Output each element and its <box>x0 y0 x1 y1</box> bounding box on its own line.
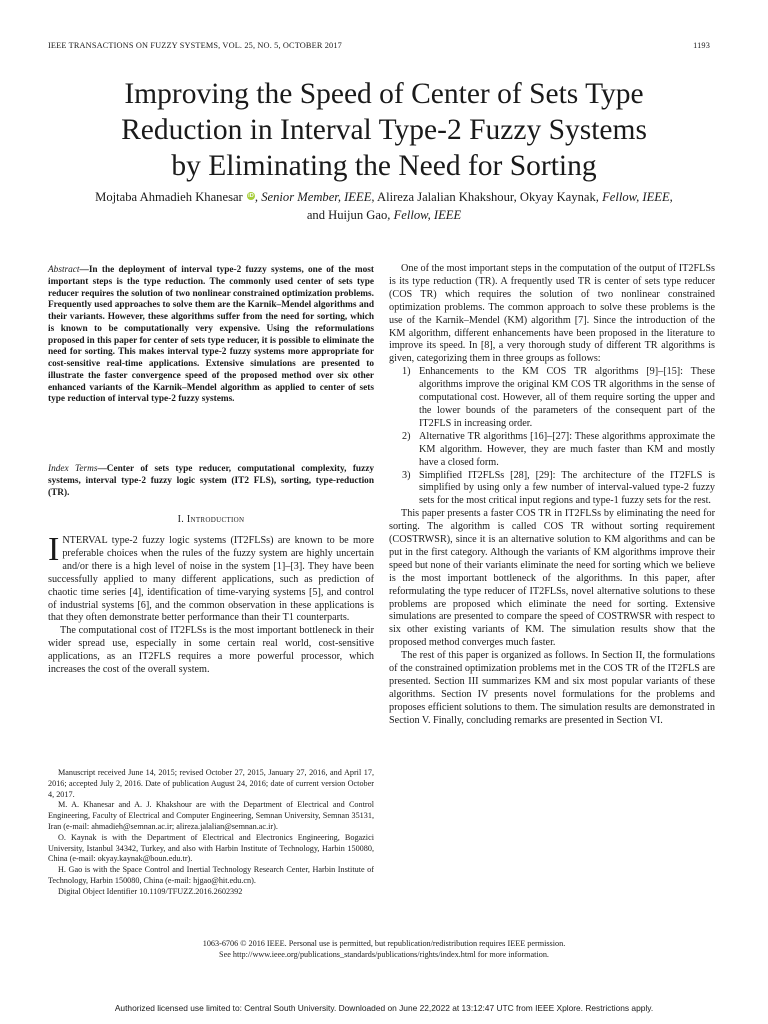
abstract-label: Abstract <box>48 265 80 275</box>
paper-title <box>40 76 728 184</box>
abstract-text: —In the deployment of interval type-2 fuzzy systems, one of the most important steps is the type reduction. The commonly used center of sets type reducer requires the solution of two nonlinear constrained optimization problems. Frequently used approaches to solve them are the Karnik–Mendel algorithms and their variants. However, these algorithms suffer from the need for sorting, which is known to be computationally very expensive. Using the reformulations proposed in this paper for center of sets type reducer, it is possible to eliminate the need for sorting. This makes interval type-2 fuzzy systems more appropriate for cost-sensitive real-time applications. Extensive simulations are presented to illustrate the faster convergence speed of the proposed method over six other enhanced variants of the Karnik–Mendel algorithm as applied to center of sets type reduction of interval type-2 fuzzy systems. <box>48 265 374 405</box>
running-header: IEEE TRANSACTIONS ON FUZZY SYSTEMS, VOL. 25, NO. 5, OCTOBER 2017 <box>48 41 342 50</box>
authorized-use-notice: Authorized licensed use limited to: Central South University. Downloaded on June 22,2022 at 13:12:47 UTC from IEEE Xplore. Restrictions apply. <box>114 1003 654 1013</box>
intro-paragraph <box>48 531 374 625</box>
right-column <box>389 263 715 728</box>
footnote: O. Kaynak is with the Department of Electrical and Electronics Engineering, Bogazici University, Istanbul 34342, Turkey, and also with Harbin Institute of Technology, Harbin 150080, China (e-mail: okyay.kaynak@boun.edu.tr). <box>48 832 374 864</box>
list-item <box>389 366 715 431</box>
section-title: Introduction <box>186 514 245 525</box>
body-paragraph: The rest of this paper is organized as follows. In Section II, the formulations of the constrained optimization problems met in the COS TR of the IT2FLS are presented. Section III summarizes KM and six most popular variants of these algorithms. Section IV presents novel formulations for the problems and proposes efficient solutions to them. The simulation results are demonstrated in Section V. Finally, concluding remarks are presented in Section VI. <box>389 650 715 726</box>
intro-text: NTERVAL type-2 fuzzy logic systems (IT2FLSs) are known to be more preferable choices when the rules of the fuzzy system are highly uncertain and/or there is a high level of noise in the system [1]–[3]. They have been successfully applied to many different applications, such as prediction of chaotic time series [4], identification of time-varying systems [5], and control of industrial systems [6], and the common observation in these applications is that they often demonstrate better performance than their T1 counterparts. <box>48 535 374 624</box>
intro-paragraph: The computational cost of IT2FLSs is the most important bottleneck in their wider spread use, especially in some certain real world, cost-sensitive applications, as an IT2FLS requires a more powerful processor, which increases the cost of the overall system. <box>48 625 374 676</box>
list-item <box>389 431 715 470</box>
title-line: by Eliminating the Need for Sorting <box>171 150 597 182</box>
copyright-line: 1063-6706 © 2016 IEEE. Personal use is permitted, but republication/redistribution requires IEEE permission. <box>202 939 566 948</box>
footnote: Manuscript received June 14, 2015; revised October 27, 2015, January 27, 2016, and April 17, 2016; accepted July 2, 2016. Date of publication August 24, 2016; date of current version October 4, 2017. <box>48 768 374 799</box>
category-list <box>389 366 715 508</box>
orcid-icon[interactable]: iD <box>248 193 254 199</box>
author-role: , Senior Member, IEEE <box>254 190 372 204</box>
footnotes <box>48 768 374 898</box>
author-list <box>30 188 738 224</box>
drop-cap: I <box>48 531 60 568</box>
index-terms-text: —Center of sets type reducer, computational complexity, fuzzy systems, interval type-2 fuzzy logic system (IT2 FLS), sorting, type-reduction (TR). <box>48 464 374 498</box>
section-heading <box>48 514 374 525</box>
author-name: and Huijun Gao <box>306 208 388 222</box>
body-paragraph: This paper presents a faster COS TR in IT2FLSs by eliminating the need for sorting. The algorithm is called COS TR without sorting requirement (COSTRWSR), since it is an alternative solution to KM algorithms and can be put in the first category. Although the variants of KM algorithms improve their speed but none of their variants eliminate the need for sorting which we believe is the most important bottleneck of the algorithms. In this paper, after reformulating the type reducer of IT2FLSs, novel alternative solutions to these problems are proposed which eliminate the need for sorting. Extensive simulations are presented to compare the speed of COSTRWSR with respect to six other existing variants of KM. The simulation results show that the proposed method converges much faster. <box>389 508 715 649</box>
list-text: Alternative TR algorithms [16]–[27]: These algorithms approximate the KM algorithm. However, they are much faster than KM and mostly have a closed form. <box>419 430 715 468</box>
index-terms-label: Index Terms <box>48 464 98 474</box>
section-numeral: I. <box>177 514 187 525</box>
list-number: 2) <box>402 430 411 442</box>
introduction <box>48 531 374 677</box>
title-line: Improving the Speed of Center of Sets Type <box>124 78 644 110</box>
copyright-footer <box>40 938 728 960</box>
footnote: Digital Object Identifier 10.1109/TFUZZ.2016.2602392 <box>58 886 243 896</box>
list-number: 1) <box>402 366 411 378</box>
list-text: Enhancements to the KM COS TR algorithms [9]–[15]: These algorithms improve the original KM COS TR algorithms in the sense of computational cost. However, all of them require sorting the upper and the lower bounds of the parameters of the consequent part of the IT2FLS in increasing order. <box>419 366 715 429</box>
list-number: 3) <box>402 469 411 481</box>
author-name: , Alireza Jalalian Khakshour, Okyay Kaynak <box>371 190 596 204</box>
index-terms <box>48 464 374 499</box>
footnote: M. A. Khanesar and A. J. Khakshour are with the Department of Electrical and Control Engineering, Faculty of Electrical and Computer Engineering, Semnan University, Semnan 35131, Iran (e-mail: ahmadieh@semnan.ac.ir; alireza.jalalian@semnan.ac.ir). <box>48 800 374 831</box>
footnote: H. Gao is with the Space Control and Inertial Technology Research Center, Harbin Institute of Technology, Harbin 150080, China (e-mail: hjgao@hit.edu.cn). <box>48 865 374 885</box>
abstract <box>48 265 374 406</box>
rights-link[interactable]: See http://www.ieee.org/publications_standards/publications/rights/index.html for more information. <box>219 950 549 959</box>
body-paragraph: One of the most important steps in the computation of the output of IT2FLSs is its type reduction (TR). A frequently used TR is center of sets type reducer (COS TR) which requires the solution of two nonlinear constrained optimization problems. The common approach to solve these problems is the use of the Karnik–Mendel (KM) algorithm [7]. Since the introduction of the KM algorithm, different enhancements have been proposed in the literature to improve its speed. In [8], a very thorough study of different TR algorithms is given, categorizing them in three groups as follows: <box>389 263 715 365</box>
author-name: Mojtaba Ahmadieh Khanesar <box>95 190 243 204</box>
list-item <box>389 470 715 509</box>
page-number: 1193 <box>693 41 710 50</box>
author-role: , Fellow, IEEE <box>387 208 462 222</box>
title-line: Reduction in Interval Type-2 Fuzzy Systems <box>121 114 647 146</box>
author-role: , Fellow, IEEE, <box>595 190 673 204</box>
list-text: Simplified IT2FLSs [28], [29]: The architecture of the IT2FLS is simplified by using only a few number of interval-valued type-2 fuzzy sets for the most critical input regions and type-1 fuzzy sets for the rest. <box>419 469 715 507</box>
